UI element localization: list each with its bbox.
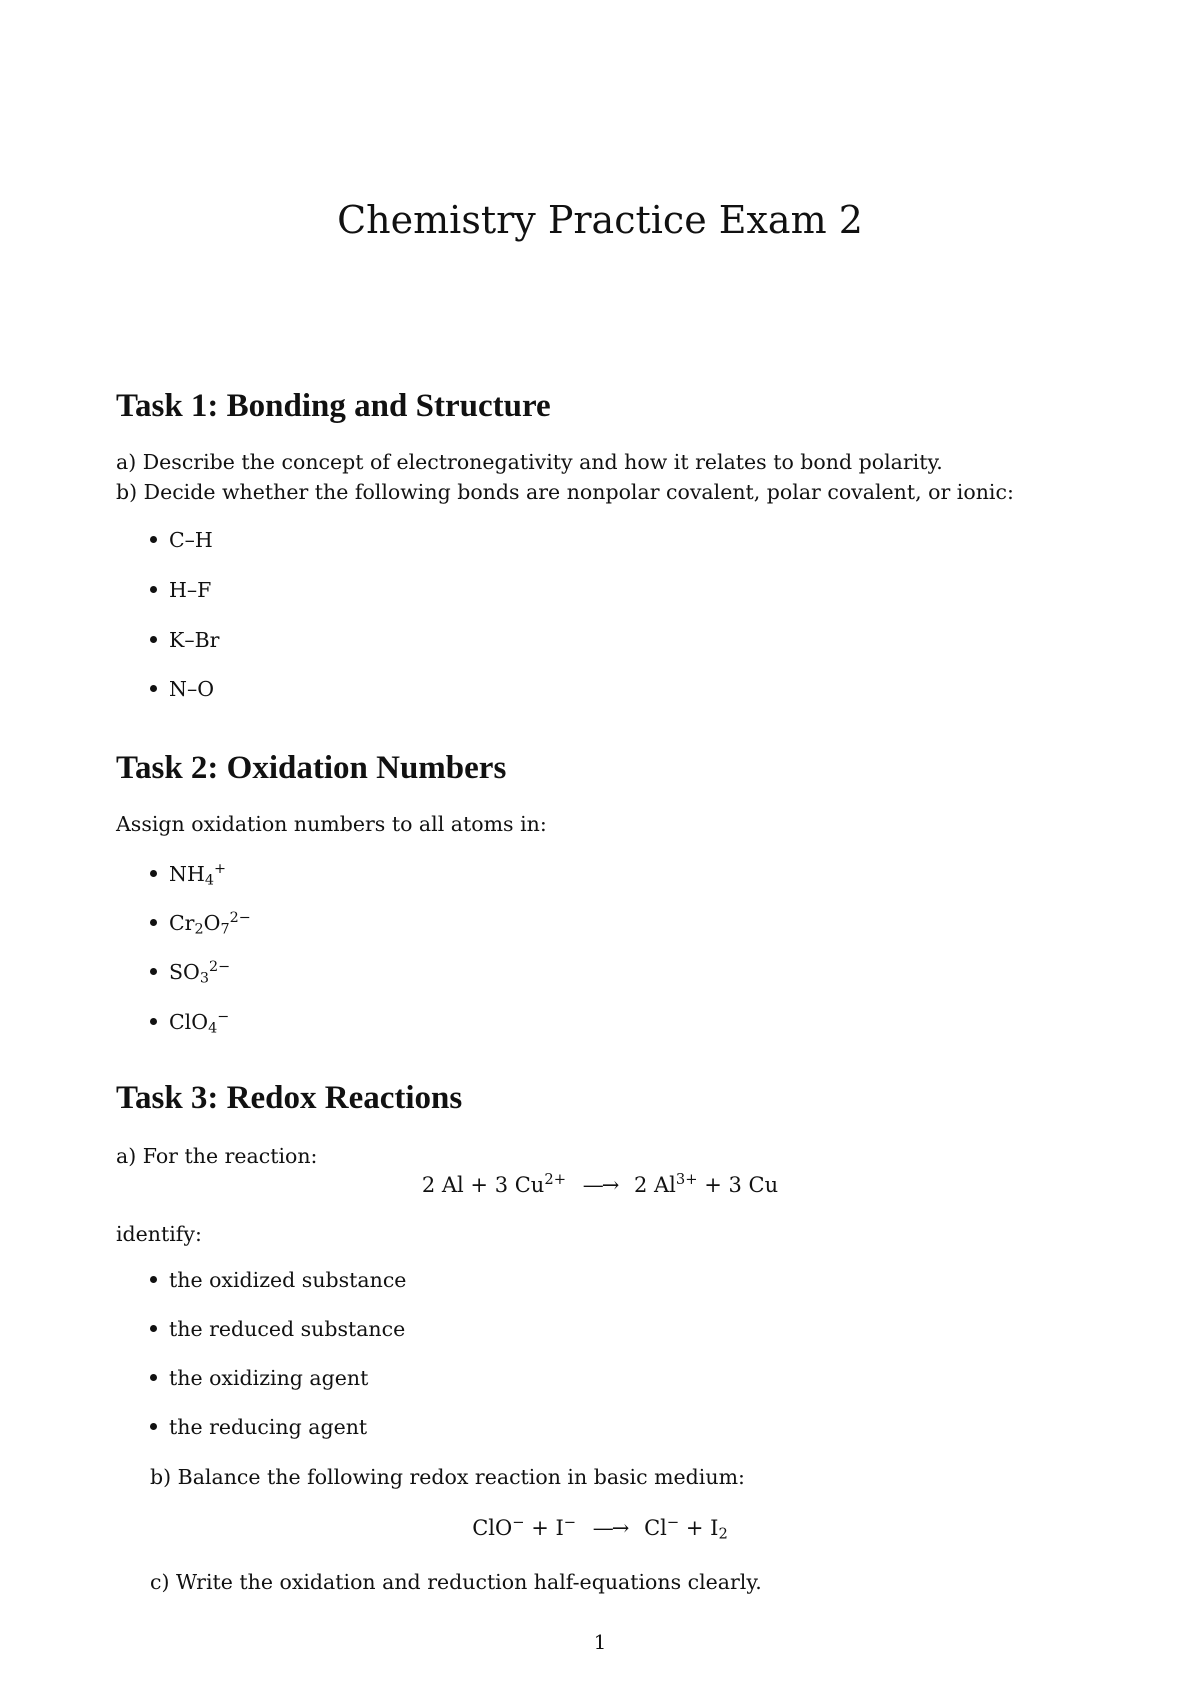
bond-label: N–O — [169, 677, 214, 701]
bullet-icon — [150, 1423, 157, 1430]
list-item — [150, 677, 214, 701]
species-formula: $Cr_2O_7^{2-}$ — [169, 910, 251, 938]
reaction-equation: 2 Al + 3 $Cu^{2+}$ —→ 2 $Al^{3+} + 3$ Cu — [421, 1170, 779, 1197]
task3-heading: Task 3: Redox Reactions — [116, 1080, 463, 1116]
reaction-arrow-icon: —→ — [582, 1173, 618, 1197]
bond-label: K–Br — [169, 628, 220, 652]
bullet-icon — [150, 919, 157, 926]
list-item — [150, 628, 219, 652]
species-formula: ClO$_4$− — [169, 1009, 230, 1037]
bullet-icon — [150, 968, 157, 975]
bullet-icon — [150, 1276, 157, 1283]
bullet-icon — [150, 1374, 157, 1381]
bond-label: H–F — [169, 578, 212, 602]
reaction-arrow-icon: —→ — [592, 1516, 628, 1540]
identify-label: identify: — [116, 1222, 202, 1246]
list-item: the oxidized substance — [150, 1268, 406, 1292]
task1-part-b: b) Decide whether the following bonds are nonpolar covalent, polar covalent, or ionic: — [116, 480, 1014, 504]
task3-part-b: b) Balance the following redox reaction in basic medium: — [150, 1465, 745, 1489]
task1-heading: Task 1: Bonding and Structure — [116, 388, 551, 424]
species-formula: $NH_4^+$ — [169, 861, 226, 889]
bullet-icon — [150, 1325, 157, 1332]
list-item: the reduced substance — [150, 1317, 405, 1341]
list-item: the oxidizing agent — [150, 1366, 368, 1390]
list-item — [150, 528, 213, 552]
species-formula: $SO_3^{2-}$ — [169, 959, 231, 987]
list-item — [150, 959, 231, 987]
page-title: Chemistry Practice Exam 2 — [337, 198, 863, 242]
bullet-icon — [150, 870, 157, 877]
bullet-icon — [150, 586, 157, 593]
list-item — [150, 910, 251, 938]
task3-part-c: c) Write the oxidation and reduction half-equations clearly. — [150, 1570, 762, 1594]
list-item — [150, 1009, 230, 1037]
task2-intro: Assign oxidation numbers to all atoms in: — [116, 812, 547, 836]
task2-heading: Task 2: Oxidation Numbers — [116, 750, 507, 786]
list-item — [150, 578, 211, 602]
redox-equation: ClO− + I− —→ $Cl^- + I_2$ — [472, 1513, 728, 1543]
bullet-icon — [150, 636, 157, 643]
task1-part-a: a) Describe the concept of electronegativity and how it relates to bond polarity. — [116, 450, 943, 474]
list-item — [150, 861, 226, 889]
bullet-icon — [150, 685, 157, 692]
bond-label: C–H — [169, 528, 213, 552]
task3-part-a: a) For the reaction: — [116, 1144, 318, 1168]
page-number: 1 — [593, 1630, 607, 1654]
bullet-icon — [150, 536, 157, 543]
bullet-icon — [150, 1018, 157, 1025]
list-item: the reducing agent — [150, 1415, 367, 1439]
